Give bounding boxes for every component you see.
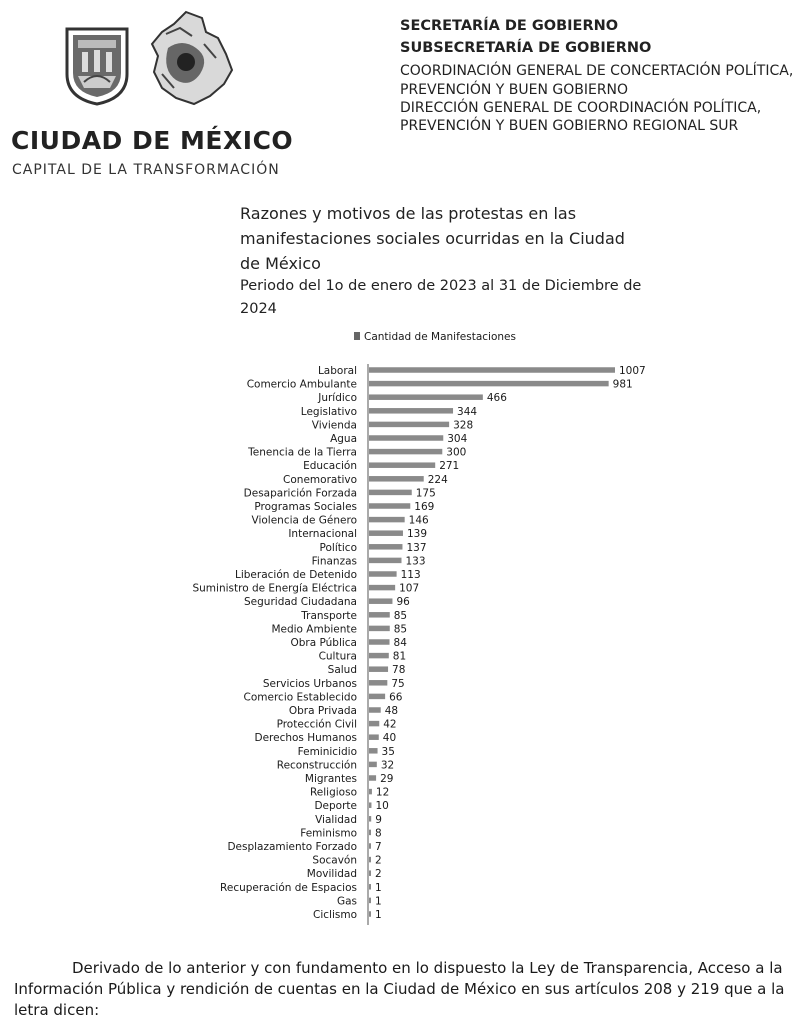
category-label: Feminismo: [300, 827, 357, 840]
data-label: 328: [453, 419, 474, 432]
category-label: Recuperación de Espacios: [220, 881, 357, 894]
data-label: 32: [380, 759, 395, 772]
bar: [369, 612, 390, 618]
bar: [369, 857, 371, 863]
data-label: 81: [392, 650, 407, 663]
data-label: 48: [384, 705, 399, 717]
category-label: Jurídico: [318, 392, 357, 405]
category-label: Educación: [303, 460, 357, 473]
bar: [369, 435, 443, 441]
bar: [369, 653, 389, 659]
category-label: Religioso: [309, 786, 357, 799]
data-label: 8: [375, 827, 382, 840]
data-label: 2: [375, 868, 382, 881]
bar: [369, 830, 371, 836]
category-label: Reconstrucción: [276, 759, 357, 772]
bar: [369, 598, 392, 604]
data-label: 75: [391, 677, 405, 690]
data-label: 169: [414, 501, 435, 513]
data-label: 40: [382, 732, 397, 745]
chart-subtitle-line-1: Periodo del 1o de enero de 2023 al 31 de Diciembre de: [240, 278, 642, 294]
category-label: Finanzas: [311, 555, 357, 568]
bar: [369, 884, 371, 890]
category-label: Político: [319, 541, 357, 554]
data-label: 85: [393, 609, 408, 622]
agency-line-5: DIRECCIÓN GENERAL DE COORDINACIÓN POLÍTICA,: [400, 100, 762, 116]
bar: [369, 585, 395, 591]
category-label: Desplazamiento Forzado: [227, 841, 357, 853]
category-label: Gas: [336, 895, 357, 908]
bar: [369, 707, 381, 713]
data-label: 9: [375, 813, 382, 826]
category-label: Servicios Urbanos: [262, 677, 357, 690]
bar: [369, 558, 401, 564]
category-label: Comercio Establecido: [243, 691, 357, 704]
bar: [369, 571, 397, 577]
data-label: 113: [400, 569, 421, 581]
category-label: Agua: [330, 433, 357, 445]
category-label: Obra Privada: [288, 705, 357, 717]
data-label: 1: [375, 895, 382, 908]
category-label: Transporte: [301, 609, 357, 622]
agency-line-2: SUBSECRETARÍA DE GOBIERNO: [400, 40, 652, 56]
category-label: Programas Sociales: [254, 501, 357, 513]
agency-line-4: PREVENCIÓN Y BUEN GOBIERNO: [400, 82, 629, 98]
category-label: Cultura: [318, 650, 357, 663]
bar: [369, 694, 385, 700]
agency-line-3: COORDINACIÓN GENERAL DE CONCERTACIÓN POLÍTICA,: [400, 63, 794, 79]
bar: [369, 626, 390, 632]
legend-swatch: [354, 332, 360, 340]
data-label: 146: [408, 514, 429, 527]
bar: [369, 449, 442, 455]
data-label: 1: [375, 881, 382, 894]
data-label: 1: [375, 909, 382, 921]
chart-title-line-1: Razones y motivos de las protestas en las: [240, 204, 577, 223]
category-label: Violencia de Género: [251, 514, 357, 527]
category-label: Movilidad: [306, 868, 357, 881]
data-label: 12: [375, 786, 390, 799]
data-label: 139: [406, 528, 428, 541]
category-label: Migrantes: [304, 773, 357, 785]
data-label: 107: [399, 582, 420, 595]
category-label: Desaparición Forzada: [243, 487, 357, 500]
bar: [369, 870, 371, 876]
data-label: 35: [381, 745, 395, 758]
bar: [369, 422, 449, 428]
bar: [369, 639, 390, 645]
agency-line-6: PREVENCIÓN Y BUEN GOBIERNO REGIONAL SUR: [400, 118, 739, 134]
category-label: Tenencia de la Tierra: [248, 446, 357, 459]
bar: [369, 775, 376, 781]
chart-title-line-2: manifestaciones sociales ocurridas en la Ciudad: [240, 229, 625, 248]
category-label: Seguridad Ciudadana: [244, 596, 357, 609]
bar: [369, 680, 387, 686]
bar: [369, 802, 371, 808]
data-label: 224: [427, 473, 448, 486]
data-label: 85: [393, 623, 408, 636]
data-label: 344: [457, 405, 478, 418]
brand-subtitle: CAPITAL DE LA TRANSFORMACIÓN: [12, 162, 280, 178]
category-label: Comercio Ambulante: [246, 378, 357, 391]
data-label: 466: [486, 392, 507, 405]
data-label: 2: [375, 854, 382, 867]
category-label: Suministro de Energía Eléctrica: [192, 582, 357, 595]
bar: [369, 394, 483, 400]
category-label: Socavón: [312, 854, 357, 867]
category-label: Protección Civil: [276, 718, 357, 731]
data-label: 133: [405, 555, 426, 568]
category-label: Obra Pública: [290, 637, 357, 649]
bar: [369, 530, 403, 536]
data-label: 29: [380, 773, 394, 785]
data-label: 137: [406, 541, 427, 554]
bar: [369, 734, 379, 740]
bar: [369, 381, 609, 387]
legend-label: Cantidad de Manifestaciones: [364, 331, 516, 343]
category-label: Medio Ambiente: [271, 623, 357, 636]
data-label: 42: [383, 718, 397, 731]
data-label: 78: [392, 664, 406, 677]
body-paragraph: [14, 958, 794, 1021]
category-label: Vialidad: [315, 813, 357, 826]
body-paragraph-text: Derivado de lo anterior y con fundamento en lo dispuesto la Ley de Transparencia, Acceso a la Información Pública y rendición de cuentas en la Ciudad de México en sus artículos 208 y 219 que a la letra dicen:: [14, 959, 785, 1019]
bar: [369, 503, 410, 509]
data-label: 84: [393, 637, 407, 649]
data-label: 1007: [619, 365, 646, 377]
bar: [369, 898, 371, 904]
category-label: Internacional: [288, 528, 357, 541]
bar: [369, 748, 378, 754]
data-label: 304: [447, 433, 468, 445]
bar: [369, 816, 371, 822]
bar: [369, 911, 371, 917]
agency-line-1: SECRETARÍA DE GOBIERNO: [400, 18, 619, 34]
brand-title: CIUDAD DE MÉXICO: [11, 126, 294, 155]
data-label: 7: [375, 841, 382, 853]
data-label: 66: [389, 691, 403, 704]
category-label: Vivienda: [311, 419, 357, 432]
bar: [369, 721, 379, 727]
bar: [369, 462, 435, 468]
category-label: Liberación de Detenido: [235, 569, 357, 581]
bar: [369, 517, 405, 523]
category-label: Conemorativo: [283, 473, 357, 486]
bar: [369, 490, 412, 496]
category-label: Salud: [327, 664, 357, 677]
bar: [369, 843, 371, 849]
data-label: 96: [396, 596, 410, 609]
data-label: 300: [446, 446, 467, 459]
category-label: Feminicidio: [297, 745, 357, 758]
bar: [369, 408, 453, 414]
bar: [369, 544, 402, 550]
category-label: Deporte: [314, 800, 357, 813]
bar: [369, 367, 615, 373]
data-label: 175: [415, 487, 436, 500]
data-label: 10: [375, 800, 389, 813]
bar: [369, 789, 372, 795]
chart-title-line-3: de México: [240, 254, 321, 273]
bar: [369, 666, 388, 672]
data-label: 271: [439, 460, 460, 473]
chart-subtitle-line-2: 2024: [240, 301, 277, 317]
data-label: 981: [612, 378, 633, 391]
bar: [369, 476, 424, 482]
category-label: Laboral: [317, 365, 357, 377]
category-label: Legislativo: [300, 405, 357, 418]
bar: [369, 762, 377, 768]
category-label: Ciclismo: [313, 909, 357, 921]
category-label: Derechos Humanos: [254, 732, 357, 745]
